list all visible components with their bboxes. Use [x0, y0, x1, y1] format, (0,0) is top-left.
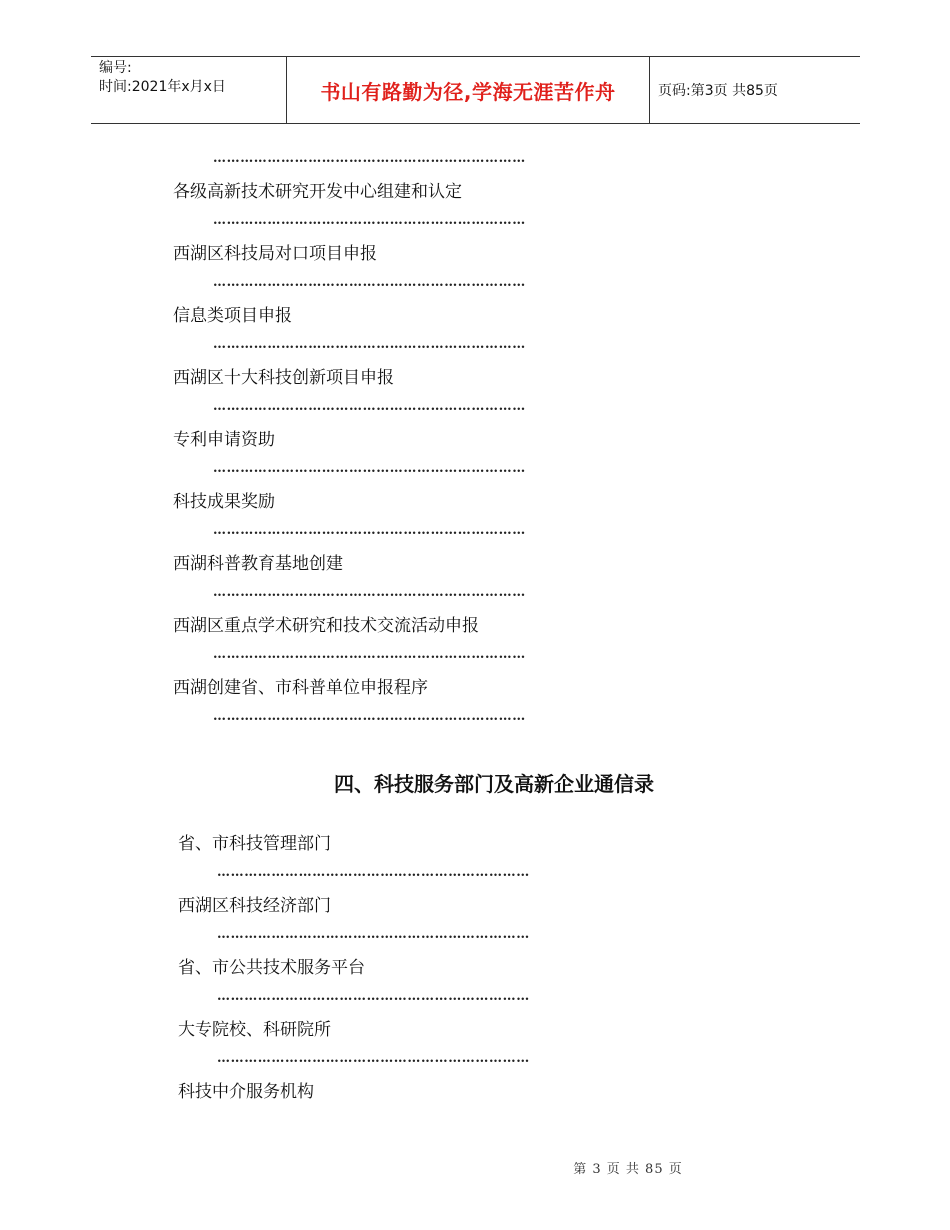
toc-leader-dots: ……………………………………………………………	[213, 462, 526, 476]
toc-leader-dots: ……………………………………………………………	[213, 524, 526, 538]
toc-item[interactable]: 各级高新技术研究开发中心组建和认定	[173, 182, 462, 202]
number-label: 编号:	[99, 60, 132, 76]
toc-item[interactable]: 西湖区科技局对口项目申报	[173, 244, 377, 264]
header-divider	[649, 57, 650, 123]
toc-item[interactable]: 西湖区十大科技创新项目申报	[173, 368, 394, 388]
toc-item[interactable]: 西湖区科技经济部门	[178, 896, 331, 916]
toc-leader-dots: ……………………………………………………………	[213, 214, 526, 228]
toc-leader-dots: ……………………………………………………………	[217, 990, 530, 1004]
toc-item[interactable]: 专利申请资助	[173, 430, 275, 450]
section-title: 四、科技服务部门及高新企业通信录	[334, 772, 654, 796]
page-footer: 第 3 页 共 85 页	[573, 1162, 683, 1177]
toc-item[interactable]: 西湖科普教育基地创建	[173, 554, 343, 574]
toc-item[interactable]: 科技成果奖励	[173, 492, 275, 512]
toc-item[interactable]: 信息类项目申报	[173, 306, 292, 326]
toc-leader-dots: ……………………………………………………………	[213, 152, 526, 166]
toc-item[interactable]: 省、市科技管理部门	[178, 834, 331, 854]
toc-item[interactable]: 西湖创建省、市科普单位申报程序	[173, 678, 428, 698]
toc-leader-dots: ……………………………………………………………	[213, 338, 526, 352]
page-header	[91, 56, 860, 124]
toc-leader-dots: ……………………………………………………………	[217, 1052, 530, 1066]
page-code: 页码:第3页 共85页	[658, 83, 778, 99]
toc-leader-dots: ……………………………………………………………	[213, 648, 526, 662]
toc-leader-dots: ……………………………………………………………	[217, 866, 530, 880]
toc-item[interactable]: 西湖区重点学术研究和技术交流活动申报	[173, 616, 479, 636]
header-meta	[99, 59, 226, 97]
toc-leader-dots: ……………………………………………………………	[213, 400, 526, 414]
toc-leader-dots: ……………………………………………………………	[213, 586, 526, 600]
toc-item[interactable]: 省、市公共技术服务平台	[178, 958, 365, 978]
toc-item[interactable]: 科技中介服务机构	[178, 1082, 314, 1102]
toc-item[interactable]: 大专院校、科研院所	[178, 1020, 331, 1040]
header-motto: 书山有路勤为径,学海无涯苦作舟	[320, 79, 616, 104]
time-label: 时间:2021年x月x日	[99, 79, 226, 95]
toc-leader-dots: ……………………………………………………………	[213, 276, 526, 290]
toc-leader-dots: ……………………………………………………………	[217, 928, 530, 942]
toc-leader-dots: ……………………………………………………………	[213, 710, 526, 724]
